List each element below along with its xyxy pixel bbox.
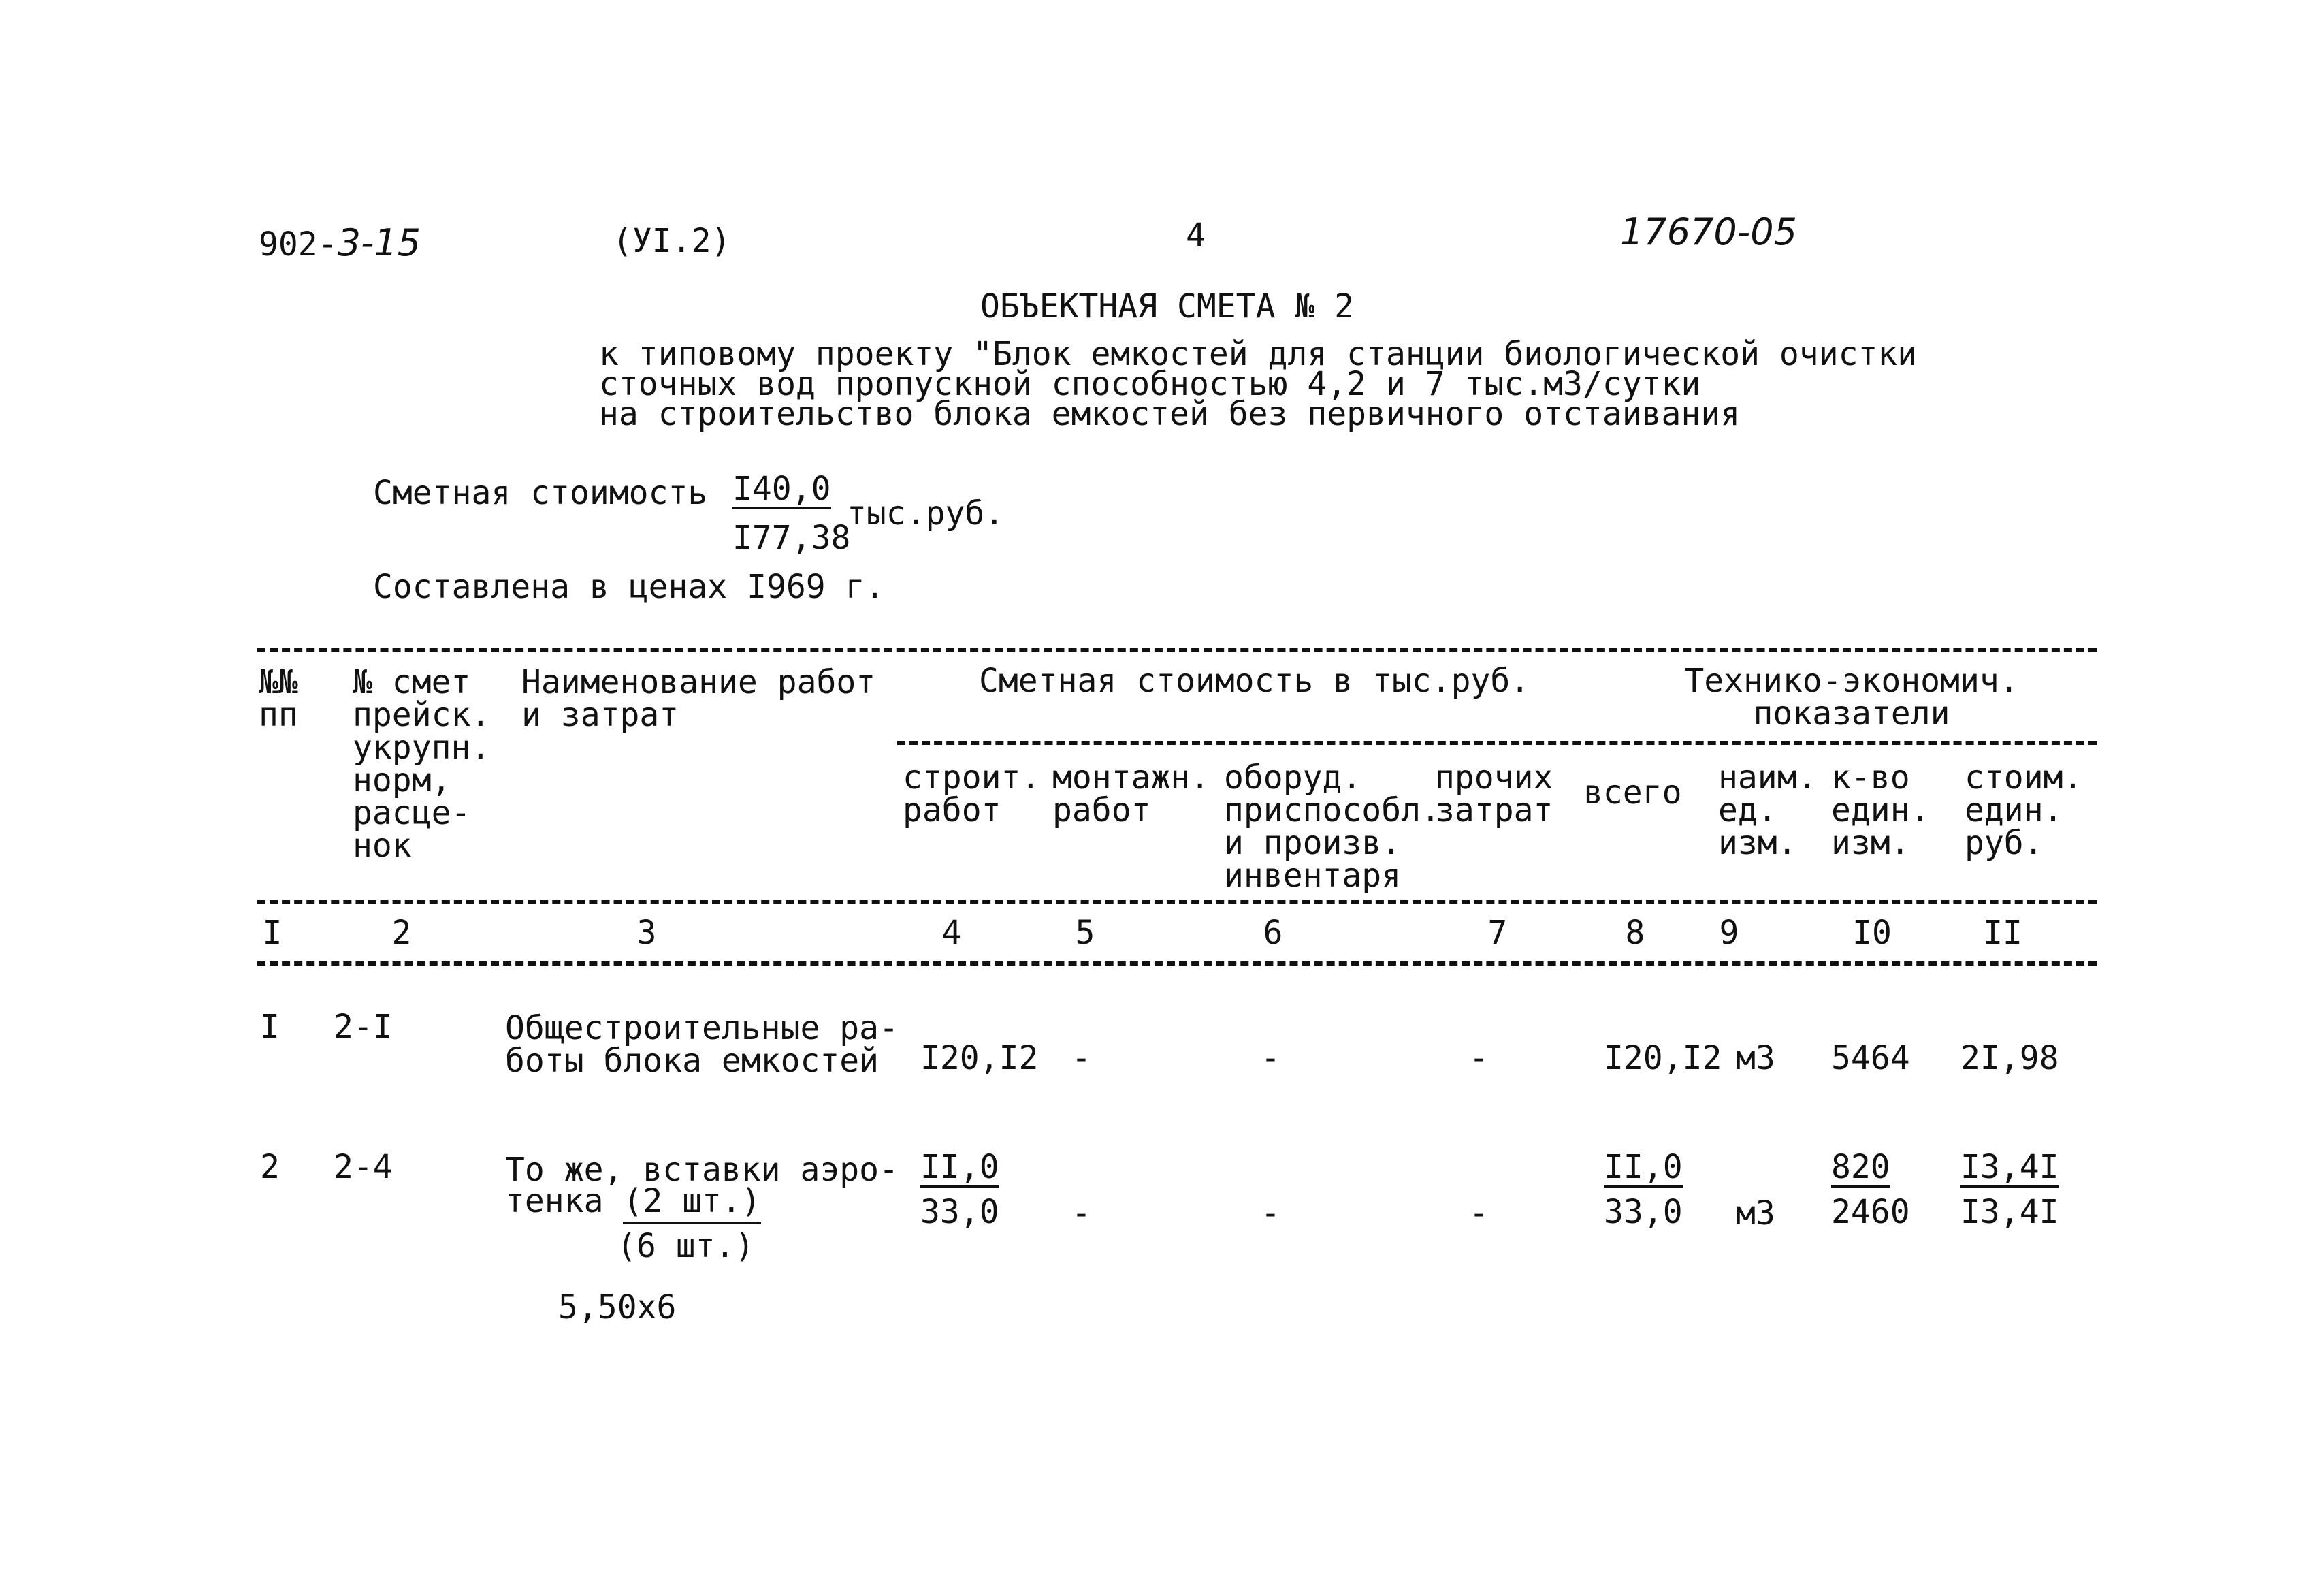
- header-construction: строит. работ: [903, 759, 1041, 829]
- header-estimate-no: № смет прейск. укрупн. норм, расце- нок: [353, 663, 491, 865]
- row2-name-line1: То же, вставки аэро-: [505, 1151, 899, 1189]
- subtitle-line-3: на строительство блока емкостей без первичного отстаивания: [599, 395, 1741, 433]
- subtitle-line-2: сточных вод пропускной способностью 4,2 и 7 тыс.м3/сутки: [599, 365, 1701, 403]
- row2-equipment: -: [1261, 1194, 1280, 1232]
- column-number: 7: [1487, 914, 1508, 952]
- project-code-printed: 902-: [259, 225, 338, 264]
- row2-unit-cost-top: I3,4I: [1960, 1148, 2059, 1186]
- column-number: II: [1983, 914, 2022, 952]
- row2-name-fraction-bottom: (6 шт.): [617, 1227, 755, 1265]
- row1-other: -: [1469, 1039, 1489, 1077]
- row1-estimate-no: 2-I: [334, 1008, 393, 1046]
- header-tech-group: Технико-экономич. показатели: [1684, 662, 2019, 733]
- header-total: всего: [1583, 774, 1682, 812]
- header-installation: монтажн. работ: [1052, 759, 1210, 829]
- header-unit-name: наим. ед. изм.: [1718, 759, 1817, 862]
- row1-quantity: 5464: [1831, 1039, 1910, 1077]
- column-number: 2: [391, 914, 412, 952]
- estimate-value-bottom: I77,38: [732, 519, 851, 557]
- column-numbers-bottom-rule: [257, 961, 2097, 966]
- header-cost-group: Сметная стоимость в тыс.руб.: [979, 662, 1530, 700]
- column-number: 4: [941, 914, 962, 952]
- row1-construction: I20,I2: [920, 1039, 1039, 1077]
- table-top-rule: [257, 648, 2097, 652]
- row1-name: Общестроительные ра- боты блока емкостей: [505, 1009, 899, 1080]
- column-number: 5: [1075, 914, 1095, 952]
- document-title: ОБЪЕКТНАЯ СМЕТА № 2: [980, 287, 1355, 325]
- estimate-label: Сметная стоимость: [373, 474, 708, 512]
- header-name: Наименование работ и затрат: [521, 663, 876, 734]
- row2-quantity-top: 820: [1831, 1148, 1890, 1186]
- column-numbers-top-rule: [257, 900, 2097, 904]
- row1-equipment: -: [1261, 1039, 1280, 1077]
- row2-unit-cost-bottom: I3,4I: [1960, 1193, 2059, 1231]
- row2-other: -: [1469, 1194, 1489, 1232]
- column-number: 6: [1263, 914, 1283, 952]
- archive-number: 17670-05: [1620, 210, 1797, 253]
- column-number: 8: [1625, 914, 1645, 952]
- section-label: (УI.2): [613, 222, 731, 260]
- header-num: №№ пп: [259, 663, 298, 734]
- header-unit-cost: стоим. един. руб.: [1965, 759, 2083, 862]
- row2-total-bottom: 33,0: [1604, 1193, 1683, 1231]
- row2-unit: м3: [1736, 1194, 1775, 1232]
- header-other: прочих затрат: [1435, 759, 1553, 829]
- row2-estimate-no: 2-4: [334, 1148, 393, 1186]
- row2-total-top: II,0: [1604, 1148, 1683, 1186]
- project-code: [259, 221, 421, 264]
- row1-total: I20,I2: [1604, 1039, 1722, 1077]
- row2-construction-top: II,0: [920, 1148, 999, 1186]
- header-quantity: к-во един. изм.: [1831, 759, 1930, 862]
- column-number: I0: [1852, 914, 1892, 952]
- row2-name-line2-prefix: тенка: [505, 1182, 624, 1220]
- page-number: 4: [1186, 217, 1206, 255]
- footnote: 5,50х6: [558, 1288, 677, 1326]
- prices-note: Составлена в ценах I969 г.: [373, 568, 885, 606]
- row2-quantity-bottom: 2460: [1831, 1193, 1910, 1231]
- estimate-unit: тыс.руб.: [847, 494, 1005, 532]
- row2-installation: -: [1071, 1194, 1091, 1232]
- row2-name-fraction-top: (2 шт.): [623, 1182, 760, 1224]
- header-equipment: оборуд. приспособл. и произв. инвентаря: [1224, 759, 1440, 895]
- row1-unit: м3: [1736, 1039, 1775, 1077]
- row1-installation: -: [1071, 1039, 1091, 1077]
- estimate-value-top: I40,0: [732, 470, 831, 508]
- row2-num: 2: [260, 1148, 280, 1186]
- row1-unit-cost: 2I,98: [1960, 1039, 2059, 1077]
- row1-num: I: [260, 1008, 280, 1046]
- row2-construction-bottom: 33,0: [920, 1193, 999, 1231]
- column-number: 3: [636, 914, 657, 952]
- column-number: I: [262, 914, 283, 952]
- header-mid-rule: [897, 741, 2097, 745]
- column-number: 9: [1719, 914, 1739, 952]
- subtitle-line-1: к типовому проекту "Блок емкостей для станции биологической очистки: [599, 335, 1918, 373]
- project-code-handwritten: 3-15: [337, 221, 421, 264]
